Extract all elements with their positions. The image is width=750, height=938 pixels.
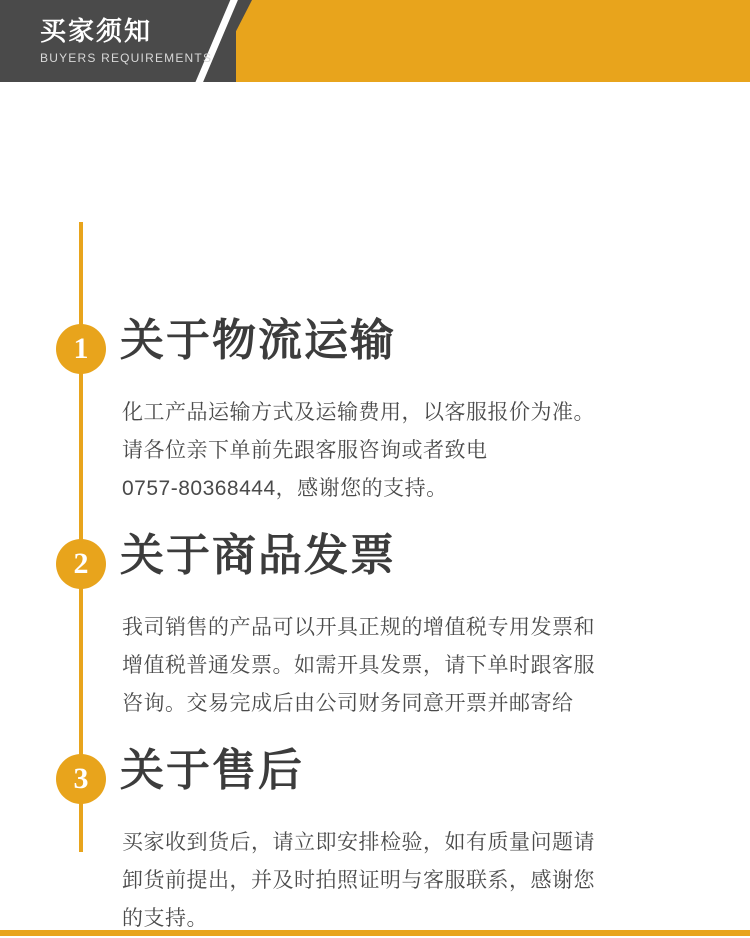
header-text-group [40, 16, 212, 67]
section-title: 关于商品发票 [120, 531, 396, 580]
footer-accent-bar [0, 930, 750, 936]
section-body-line: 0757-80368444，感谢您的支持。 [122, 477, 448, 500]
section-body-line: 化工产品运输方式及运输费用，以客服报价为准。 [122, 401, 595, 424]
section-body-line: 我司销售的产品可以开具正规的增值税专用发票和 [122, 616, 595, 639]
section-body-line: 咨询。交易完成后由公司财务同意开票并邮寄给 [122, 692, 574, 715]
section-body [122, 609, 682, 723]
section-number-badge: 2 [56, 539, 106, 589]
section-body-line: 的支持。 [122, 907, 208, 930]
section-body-line: 卸货前提出，并及时拍照证明与客服联系，感谢您 [122, 869, 595, 892]
section-body [122, 394, 682, 508]
content-area [0, 82, 750, 936]
section-title: 关于物流运输 [120, 316, 396, 365]
section-body [122, 824, 682, 938]
section-body-line: 买家收到货后，请立即安排检验，如有质量问题请 [122, 831, 595, 854]
section-number-badge: 3 [56, 754, 106, 804]
page-header [0, 0, 750, 82]
section-number-badge: 1 [56, 324, 106, 374]
header-title-cn: 买家须知 [40, 16, 153, 46]
header-title-en: BUYERS REQUIREMENTS [40, 51, 213, 65]
section-title: 关于售后 [120, 746, 304, 795]
section-body-line: 请各位亲下单前先跟客服咨询或者致电 [122, 439, 488, 462]
section-body-line: 增值税普通发票。如需开具发票，请下单时跟客服 [122, 654, 595, 677]
